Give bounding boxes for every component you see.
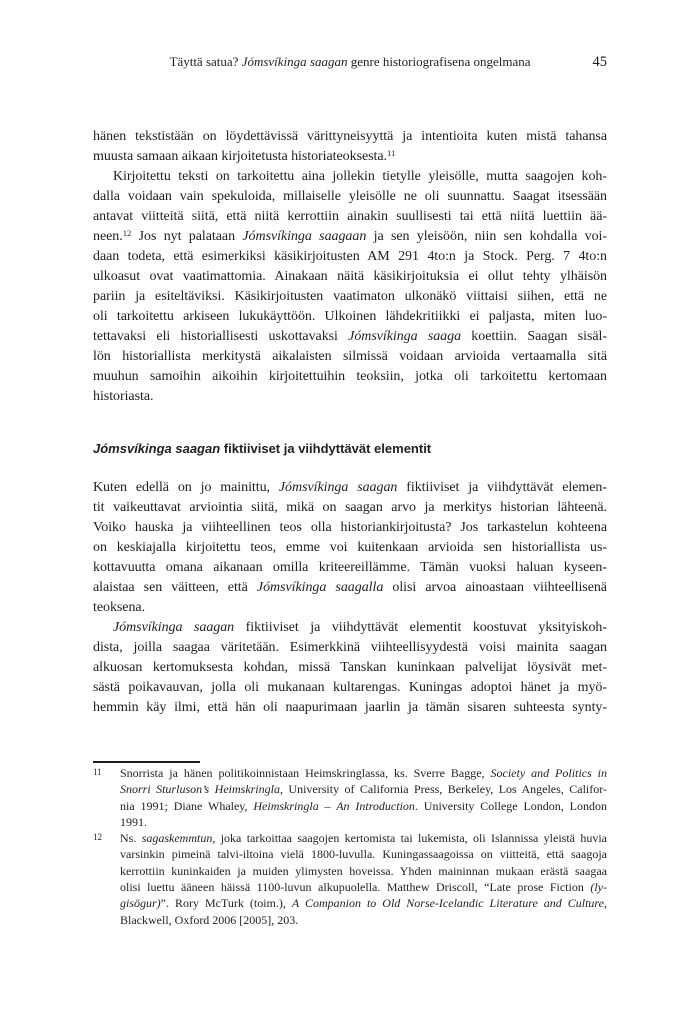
running-header xyxy=(93,53,607,71)
text-line: dalla voidaan vain spekuloida, millaiselle yleisölle ne oli suunnattu. Saagat itsessään xyxy=(93,189,607,204)
text-line: Kirjoitettu teksti on tarkoitettu aina jollekin tietylle yleisölle, mutta saagojen koh- xyxy=(113,169,607,184)
text-line: antavat viitteitä siitä, että niitä kerrottiin ainakin suullisesti tai että niitä luettiin ää- xyxy=(93,209,607,224)
footnote-number: 11 xyxy=(93,767,102,777)
footnote-12 xyxy=(93,830,607,928)
footnote-text xyxy=(120,765,607,830)
text-line: tit vaikeuttavat arviointia siitä, mikä on saagan arvo ja merkitys historian lähteenä. xyxy=(93,500,607,515)
footnote-number: 12 xyxy=(93,832,102,843)
text-line: nia 1991; Diane Whaley, Heimskringla – An Introduction. University College London, London xyxy=(120,798,607,813)
footnote-reference: 12 xyxy=(122,228,132,239)
text-line: lön historiallista merkitystä aikalaisten silmissä voidaan arvioida vertaamalla sitä xyxy=(93,349,607,364)
footnote-reference: 11 xyxy=(387,148,396,159)
text-line: Blackwell, Oxford 2006 [2005], 203. xyxy=(120,912,299,927)
running-header-title: Täyttä satua? Jómsvíkinga saagan genre historiografisena ongelmana xyxy=(169,54,531,69)
text-line: olisi luettu ääneen häissä 1100-luvun alkupuolella. Matthew Driscoll, “Late prose Fiction (ly- xyxy=(120,880,607,895)
text-line: oli tarkoitettu arkiseen lukukäyttöön. Ulkoinen lähdekritiikki ei paljasta, miten luo- xyxy=(93,309,607,324)
text-line: Voiko hauska ja viihteellinen teos olla historiankirjoitusta? Jos tarkastelun kohteena xyxy=(93,520,607,535)
text-line: Snorrista ja hänen politikoinnistaan Heimskringlassa, ks. Sverre Bagge, Society and Politics in xyxy=(120,766,607,780)
footnote-separator-rule xyxy=(93,761,200,763)
body-text-block-2 xyxy=(93,478,607,718)
section-heading: Jómsvíkinga saagan fiktiiviset ja viihdyttävät elementit xyxy=(93,441,432,456)
text-line: hänen tekstistään on löydettävissä värittyneisyyttä ja intentioita kuten mistä tahansa xyxy=(93,129,607,144)
text-line: alaistaa sen väitteen, että Jómsvíkinga saagalla olisi arvoa ainoastaan viihteellisenä xyxy=(93,580,607,595)
text-line: hemmin käy ilmi, että hän oli naapurimaan jaarlin ja tämän sisaren suhteesta synty- xyxy=(93,700,607,715)
text-line: kerrottiin kuninkaiden ja muiden ylimysten hoveissa. Yhden maininnan mukaan erästä saagaa xyxy=(120,863,607,878)
text-line: tettavaksi eli historiallisesti uskottavaksi Jómsvíkinga saaga koettiin. Saagan sisäl- xyxy=(93,329,607,344)
text-line: gisögur)”. Rory McTurk (toim.), A Companion to Old Norse-Icelandic Literature and Culture, xyxy=(120,896,607,911)
body-text-block-1 xyxy=(93,127,607,407)
text-line: daan todeta, että esimerkiksi käsikirjoitusten AM 291 4to:n ja Stock. Perg. 7 4to:n xyxy=(93,249,607,264)
text-line: muusta samaan aikaan kirjoitetusta historiateoksesta.$^{11}$ xyxy=(93,148,396,164)
text-line: muuhun samoihin aikoihin kirjoitettuihin teoksiin, jotka oli tarkoitettu kertomaan xyxy=(93,369,607,384)
text-line: teoksena. xyxy=(93,600,146,615)
text-line: sästä poikavauvan, jolla oli mukanaan kultarengas. Kuningas adoptoi hänet ja myö- xyxy=(93,680,607,695)
footnote-11 xyxy=(93,765,607,830)
text-line: neen.$^{12}$ Jos nyt palataan Jómsvíkinga saagaan ja sen yleisöön, niin sen kohdalla voi- xyxy=(93,228,607,244)
text-line: kottavuutta omana aikanaan omilla kriteereillämme. Tämän vuoksi haluan kyseen- xyxy=(93,560,607,575)
text-line: pariin ja esiteltäviksi. Käsikirjoitusten vaatimaton ulkonäkö viittaisi siihen, että ne xyxy=(93,289,607,304)
text-line: Ns. sagaskemmtun, joka tarkoittaa saagojen kertomista tai lukemista, oli Islannissa yleistä huvia xyxy=(120,831,607,846)
text-line: historiasta. xyxy=(93,389,154,404)
text-line: alkuosan kertomuksesta kohdan, missä Tanskan kuninkaan palvelijat löysivät met- xyxy=(93,660,607,675)
text-line: Snorri Sturluson’s Heimskringla, University of California Press, Berkeley, Los Angeles, Califor- xyxy=(120,782,607,797)
page-number: 45 xyxy=(592,54,607,70)
text-line: Jómsvíkinga saagan fiktiiviset ja viihdyttävät elementit koostuvat yksityiskoh- xyxy=(113,620,607,635)
text-line: ulkoasut ovat vaatimattomia. Ainakaan näitä käsikirjoituksia ei ollut tehty ylhäisön xyxy=(93,269,607,284)
text-line: varsinkin pimeinä talvi-iltoina vielä 1800-luvulla. Kuningassaagoissa on viitteitä, että saagoja xyxy=(120,847,607,862)
footnotes-section xyxy=(93,765,607,928)
text-line: on keskiajalla kirjoitettu teos, emme voi kuitenkaan arvioida sen historiallista us- xyxy=(93,540,607,555)
text-line: dista, joilla saagaa väritetään. Esimerkkinä viihteellisyydestä voisi mainita saagan xyxy=(93,640,607,655)
text-line: 1991. xyxy=(120,814,147,829)
footnote-text xyxy=(120,830,607,928)
text-line: Kuten edellä on jo mainittu, Jómsvíkinga saagan fiktiiviset ja viihdyttävät elemen- xyxy=(93,480,607,495)
